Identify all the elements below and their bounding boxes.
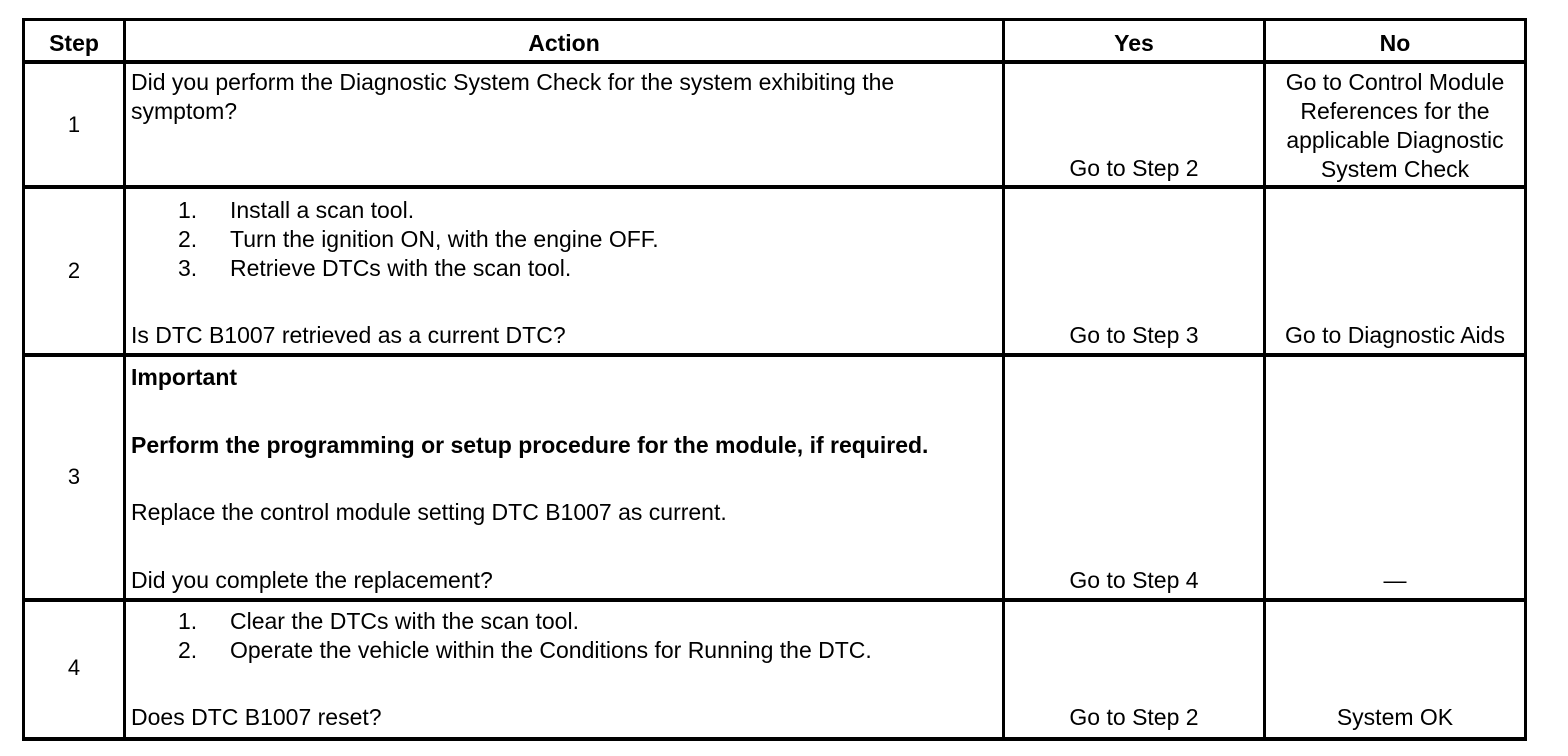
column-divider [1002,18,1005,741]
row-divider [22,353,1527,357]
instruction-text: Replace the control module setting DTC B1007 as current. [131,499,727,525]
no-dash: — [1383,567,1407,593]
important-text: Perform the programming or setup procedure for the module, if required. [131,432,929,458]
list-number: 2. [178,226,198,252]
list-item: Clear the DTCs with the scan tool. [230,608,579,634]
list-number: 1. [178,608,198,634]
action-text: symptom? [131,98,238,124]
list-item: Turn the ignition ON, with the engine OFF. [230,226,659,252]
no-link[interactable]: System Check [1320,156,1470,182]
row-divider [22,598,1527,602]
list-item: Operate the vehicle within the Conditions for Running the DTC. [230,637,872,663]
no-link[interactable]: applicable Diagnostic [1286,127,1504,153]
yes-link[interactable]: Go to Step 3 [1069,322,1199,348]
step-number: 2 [67,258,81,283]
question-text: Is DTC B1007 retrieved as a current DTC? [131,322,566,348]
yes-link[interactable]: Go to Step 2 [1069,155,1199,181]
question-text: Does DTC B1007 reset? [131,704,382,730]
diagnostic-table [22,18,1527,741]
question-text: Did you complete the replacement? [131,567,493,593]
step-number: 1 [67,112,81,137]
yes-link[interactable]: Go to Step 2 [1069,704,1199,730]
step-number: 3 [67,464,81,489]
header-divider [22,60,1527,64]
step-number: 4 [67,655,81,680]
row-divider [22,185,1527,189]
header-no: No [1379,30,1411,56]
header-yes: Yes [1114,30,1154,56]
list-item: Install a scan tool. [230,197,415,223]
yes-link[interactable]: Go to Step 4 [1069,567,1199,593]
no-link[interactable]: Go to Diagnostic Aids [1285,322,1505,348]
header-step: Step [49,30,99,56]
table-border-right [1524,18,1527,741]
list-number: 2. [178,637,198,663]
header-action: Action [528,30,600,56]
table-border-bottom [22,737,1527,741]
no-result: System OK [1336,704,1454,730]
action-text: Did you perform the Diagnostic System Check for the system exhibiting the [131,69,895,95]
important-heading: Important [131,364,238,390]
column-divider [123,18,126,741]
list-number: 1. [178,197,198,223]
no-link[interactable]: Go to Control Module [1285,69,1505,95]
list-number: 3. [178,255,198,281]
no-link[interactable]: References for the [1300,98,1490,124]
list-item: Retrieve DTCs with the scan tool. [230,255,572,281]
